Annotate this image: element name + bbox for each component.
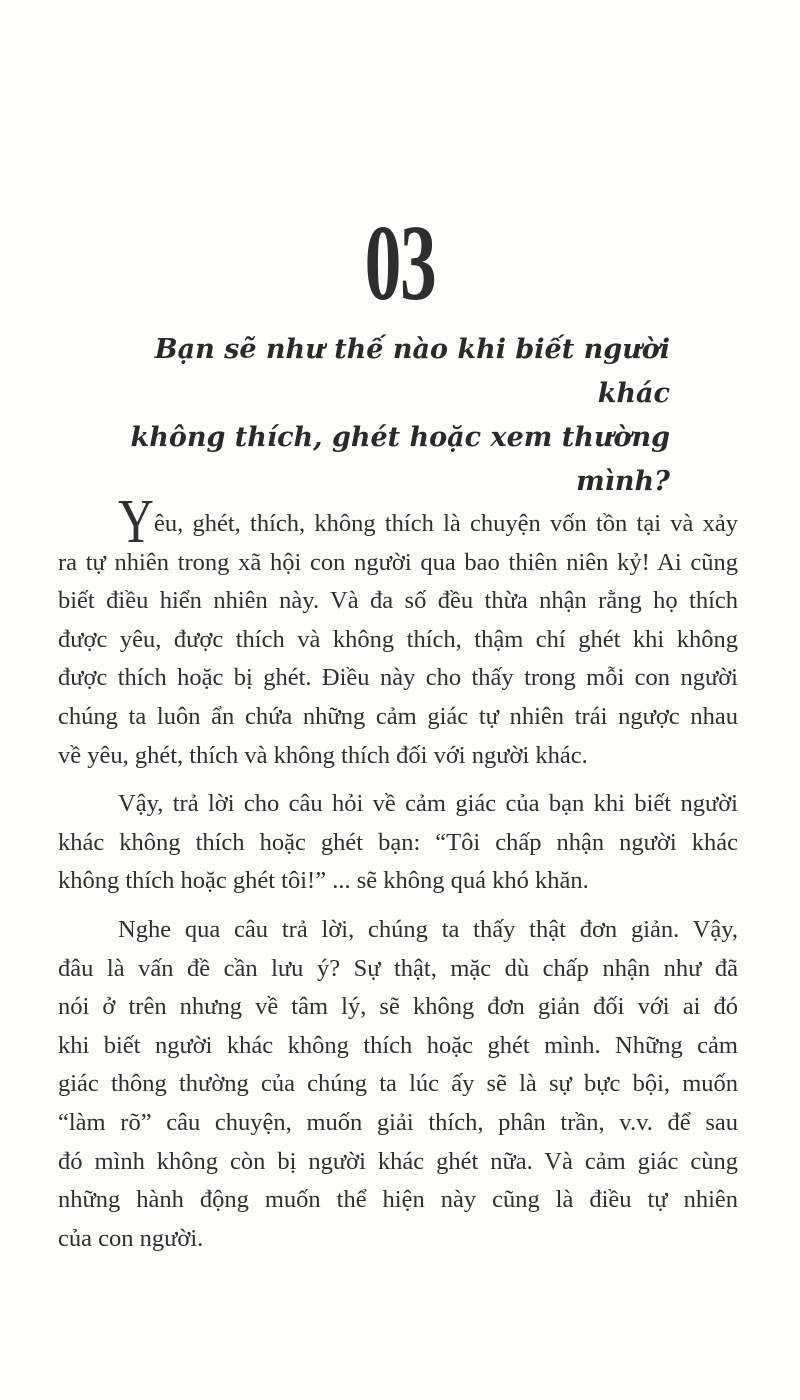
paragraph-line: những hành động muốn thể hiện này cũng là điều tự nhiên [58,1186,738,1214]
paragraph-line: không thích hoặc ghét tôi!” ... sẽ không quá khó khăn. [58,867,589,895]
chapter-title-line-2: không thích, ghét hoặc xem thường mình? [130,422,670,497]
chapter-title-line-1: Bạn sẽ như thế nào khi biết người khác [154,334,670,409]
paragraph-line: khác không thích hoặc ghét bạn: “Tôi chấp nhận người khác [58,828,738,856]
chapter-title [100,328,670,504]
paragraph-line: được thích hoặc bị ghét. Điều này cho thấy trong mỗi con người [58,664,738,692]
paragraph-line: giác thông thường của chúng ta lúc ấy sẽ là sự bực bội, muốn [58,1070,738,1098]
paragraph-line: về yêu, ghét, thích và không thích đối với người khác. [58,741,588,769]
chapter-number: 03 [364,204,436,323]
paragraph-line: Nghe qua câu trả lời, chúng ta thấy thật đơn giản. Vậy, [118,915,738,943]
paragraph-3 [58,911,738,1258]
body-text [58,488,738,1268]
paragraph-line: khi biết người khác không thích hoặc ghét mình. Những cảm [58,1031,738,1059]
paragraph-line: đâu là vấn đề cần lưu ý? Sự thật, mặc dù chấp nhận như đã [58,954,738,982]
paragraph-line: của con người. [58,1224,204,1252]
paragraph-line: ra tự nhiên trong xã hội con người qua bao thiên niên kỷ! Ai cũng [58,548,738,576]
paragraph-line: được yêu, được thích và không thích, thậm chí ghét khi không [58,625,738,653]
paragraph-line: nói ở trên nhưng về tâm lý, sẽ không đơn giản đối với ai đó [58,993,738,1021]
paragraph-line: êu, ghét, thích, không thích là chuyện vốn tồn tại và xảy [154,510,738,537]
paragraph-line: “làm rõ” câu chuyện, muốn giải thích, phân trần, v.v. để sau [58,1108,738,1136]
paragraph-line: biết điều hiển nhiên này. Và đa số đều thừa nhận rằng họ thích [58,587,738,615]
paragraph-line: đó mình không còn bị người khác ghét nữa. Và cảm giác cùng [58,1147,738,1175]
paragraph-line: Vậy, trả lời cho câu hỏi về cảm giác của bạn khi biết người [118,790,738,818]
paragraph-1 [58,488,738,775]
paragraph-2 [58,785,738,901]
drop-cap: Y [118,488,154,556]
paragraph-line: chúng ta luôn ẩn chứa những cảm giác tự nhiên trái ngược nhau [58,702,738,730]
